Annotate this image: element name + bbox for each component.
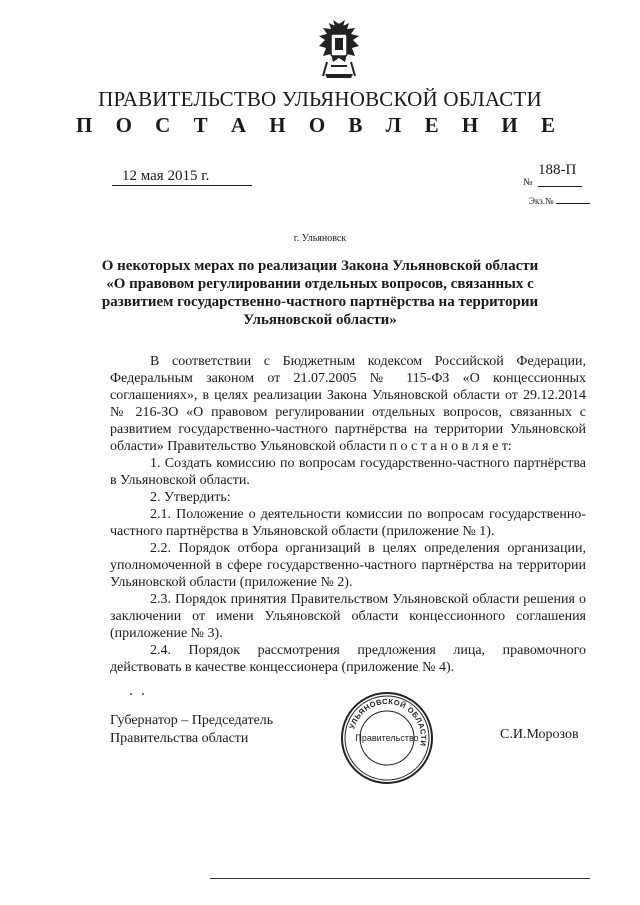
date-underline: [112, 185, 252, 186]
signatory-position: [110, 712, 273, 748]
number-underline: [538, 186, 582, 187]
government-name: ПРАВИТЕЛЬСТВО УЛЬЯНОВСКОЙ ОБЛАСТИ: [98, 87, 542, 111]
official-stamp: [339, 690, 435, 786]
item-1: 1. Создать комиссию по вопросам государственно-частного партнёрства в Ульяновской области.: [110, 456, 586, 488]
preamble-paragraph: В соответствии с Бюджетным кодексом Российской Федерации, Федеральным законом от 21.07.2005 № 115-ФЗ «О концессионных соглашениях», в целях реализации Закона Ульяновской области от 29.12.2014 № 216-ЗО «О правовом регулировании отдельных вопросов, связанных с развитием государственно-частного партнёрства на территории Ульяновской области» Правительство Ульяновской области п о с т а н о в л я е т:: [110, 354, 586, 454]
copy-number-label: Экз.№: [529, 196, 590, 206]
stamp-ring-text: УЛЬЯНОВСКОЙ ОБЛАСТИ: [347, 696, 429, 748]
item-2-4: 2.4. Порядок рассмотрения предложения лица, правомочного действовать в качестве концессионера (приложение № 4).: [110, 643, 586, 675]
signatory-name: С.И.Морозов: [500, 727, 579, 742]
scan-speck: [142, 693, 144, 695]
item-2: 2. Утвердить:: [150, 490, 231, 505]
coat-of-arms-emblem: [311, 18, 367, 80]
footer-rule: [210, 878, 590, 879]
document-body: [110, 353, 586, 676]
scan-speck: [130, 693, 132, 695]
number-label: №: [523, 177, 533, 188]
city-label: г. Ульяновск: [293, 233, 347, 244]
document-number: 188-П: [538, 162, 577, 178]
item-2-1: 2.1. Положение о деятельности комиссии по вопросам государственно-частного партнёрства в Ульяновской области (приложение № 1).: [110, 507, 586, 539]
item-2-3: 2.3. Порядок принятия Правительством Ульяновской области решения о заключении от имени Ульяновской области концессионного соглашения (приложение № 3).: [110, 592, 586, 641]
item-2-2: 2.2. Порядок отбора организаций в целях определения организации, уполномоченной в сфере государственно-частного партнёрства на территории Ульяновской области (приложение № 2).: [110, 541, 586, 590]
document-title: О некоторых мерах по реализации Закона Ульяновской области «О правовом регулировании отдельных вопросов, связанных с развитием государственно-частного партнёрства на территории Ульяновской области»: [101, 258, 539, 328]
document-type: П О С Т А Н О В Л Е Н И Е: [75, 113, 564, 137]
stamp-center-text: Правительство: [355, 733, 419, 743]
document-date: 12 мая 2015 г.: [122, 168, 210, 184]
position-line-1: Губернатор – Председатель: [110, 713, 274, 728]
position-line-2: Правительства области: [110, 731, 249, 746]
